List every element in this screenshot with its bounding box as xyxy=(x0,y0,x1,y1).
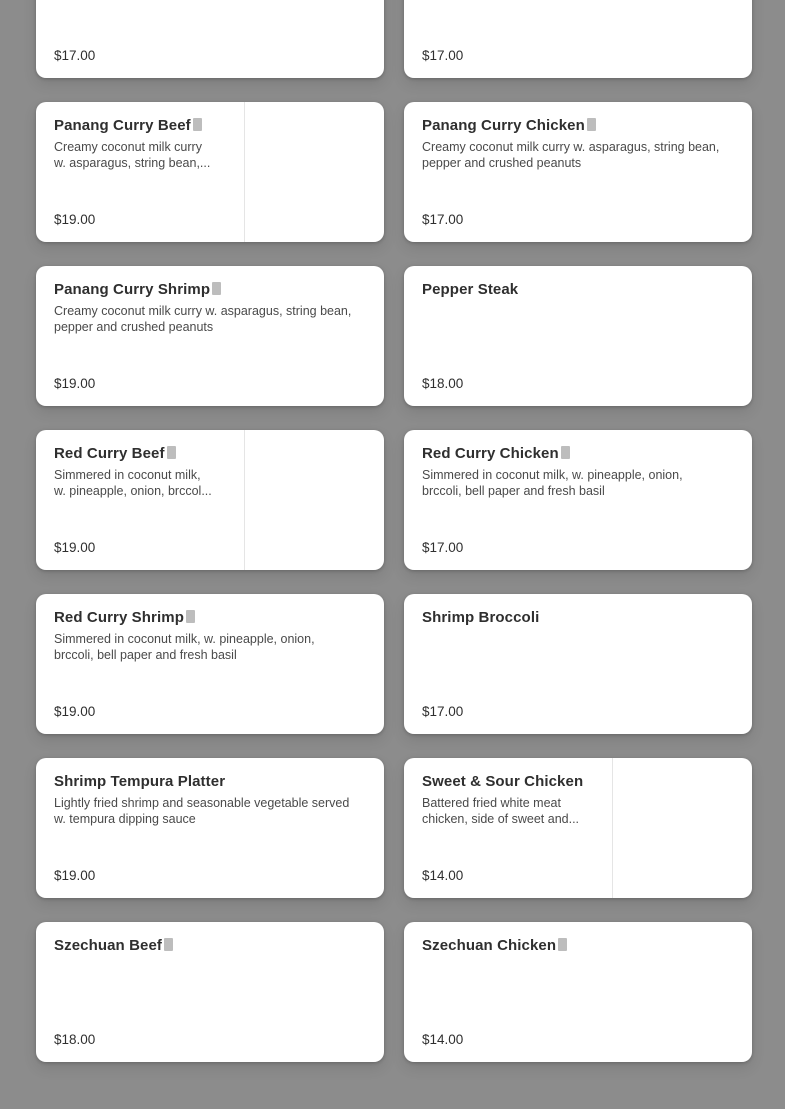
menu-item-description-line: w. asparagus, string bean,... xyxy=(54,156,211,170)
menu-item-price: $19.00 xyxy=(54,212,96,227)
menu-item-card[interactable] xyxy=(404,758,752,898)
menu-item-card[interactable] xyxy=(36,0,384,78)
menu-item-price: $17.00 xyxy=(422,540,464,555)
menu-item-card[interactable] xyxy=(404,0,752,78)
menu-item-description-line: Simmered in coconut milk, xyxy=(54,468,201,482)
menu-item-price: $19.00 xyxy=(54,376,96,391)
card-spacer xyxy=(54,827,366,867)
menu-item-name: Panang Curry Shrimp xyxy=(54,280,366,299)
menu-item-card[interactable] xyxy=(36,922,384,1062)
menu-item-card[interactable] xyxy=(404,594,752,734)
card-spacer xyxy=(54,663,366,703)
menu-item-card[interactable] xyxy=(404,922,752,1062)
menu-item-price: $18.00 xyxy=(422,376,464,391)
menu-item-price: $19.00 xyxy=(54,704,96,719)
card-spacer xyxy=(54,959,366,1031)
menu-item-description xyxy=(54,139,232,171)
spicy-icon xyxy=(212,282,221,295)
menu-item-price: $14.00 xyxy=(422,1032,464,1047)
menu-item-name: Panang Curry Chicken xyxy=(422,116,734,135)
menu-item-description: Simmered in coconut milk, w. pineapple, onion, brccoli, bell paper and fresh basil xyxy=(54,632,315,662)
card-spacer xyxy=(422,499,734,539)
menu-item-description xyxy=(54,467,232,499)
card-spacer xyxy=(422,959,734,1031)
menu-item-price: $17.00 xyxy=(54,48,96,63)
menu-item-price: $18.00 xyxy=(54,1032,96,1047)
menu-item-description: Creamy coconut milk curry w. asparagus, string bean, pepper and crushed peanuts xyxy=(422,140,720,170)
menu-item-description: Creamy coconut milk curry w. asparagus, string bean, pepper and crushed peanuts xyxy=(54,304,352,334)
menu-item-card[interactable] xyxy=(404,266,752,406)
menu-item-price: $17.00 xyxy=(422,212,464,227)
menu-item-price: $17.00 xyxy=(422,48,464,63)
menu-item-description xyxy=(422,795,600,827)
menu-item-description-line: Creamy coconut milk curry xyxy=(54,140,202,154)
menu-item-card[interactable] xyxy=(404,430,752,570)
card-spacer xyxy=(54,335,366,375)
menu-item-name: Red Curry Chicken xyxy=(422,444,734,463)
card-spacer xyxy=(422,631,734,703)
menu-item-description-line: Battered fried white meat xyxy=(422,796,561,810)
spicy-icon xyxy=(587,118,596,131)
menu-item-card[interactable] xyxy=(36,266,384,406)
menu-item-card[interactable] xyxy=(36,594,384,734)
menu-item-price: $14.00 xyxy=(422,868,464,883)
menu-item-description: Lightly fried shrimp and seasonable vegetable served w. tempura dipping sauce xyxy=(54,796,350,826)
menu-item-card[interactable] xyxy=(36,430,384,570)
card-spacer xyxy=(422,827,734,867)
card-spacer xyxy=(54,499,366,539)
card-spacer xyxy=(422,0,734,47)
menu-item-name: Szechuan Beef xyxy=(54,936,366,955)
menu-item-name: Red Curry Shrimp xyxy=(54,608,366,627)
spicy-icon xyxy=(167,446,176,459)
menu-item-card[interactable] xyxy=(36,102,384,242)
menu-item-price: $17.00 xyxy=(422,704,464,719)
card-spacer xyxy=(54,171,366,211)
spicy-icon xyxy=(164,938,173,951)
menu-item-name: Pepper Steak xyxy=(422,281,519,298)
menu-item-card[interactable] xyxy=(36,758,384,898)
menu-item-description-line: chicken, side of sweet and... xyxy=(422,812,580,826)
card-spacer xyxy=(422,303,734,375)
menu-item-price: $19.00 xyxy=(54,868,96,883)
menu-item-description: Simmered in coconut milk, w. pineapple, onion, brccoli, bell paper and fresh basil xyxy=(422,468,683,498)
spicy-icon xyxy=(193,118,202,131)
menu-item-name: Red Curry Beef xyxy=(54,444,366,463)
spicy-icon xyxy=(186,610,195,623)
menu-item-description-line: w. pineapple, onion, brccol... xyxy=(54,484,212,498)
menu-item-price: $19.00 xyxy=(54,540,96,555)
menu-item-name: Shrimp Tempura Platter xyxy=(54,773,226,790)
card-spacer xyxy=(422,171,734,211)
card-spacer xyxy=(54,0,366,47)
spicy-icon xyxy=(558,938,567,951)
menu-item-name: Szechuan Chicken xyxy=(422,936,734,955)
menu-item-name: Shrimp Broccoli xyxy=(422,609,540,626)
menu-item-grid xyxy=(36,0,752,1062)
spicy-icon xyxy=(561,446,570,459)
menu-item-card[interactable] xyxy=(404,102,752,242)
menu-item-name: Sweet & Sour Chicken xyxy=(422,773,584,790)
menu-item-name: Panang Curry Beef xyxy=(54,116,366,135)
